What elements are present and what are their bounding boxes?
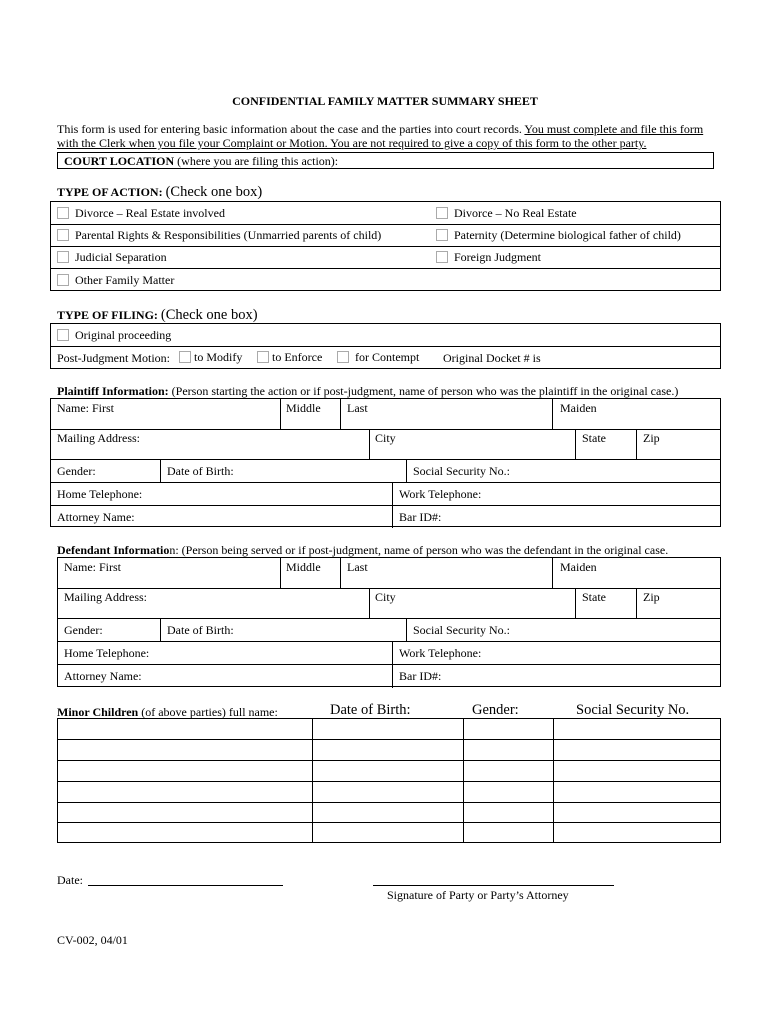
defendant-last-field[interactable]: Last: [347, 560, 368, 574]
plaintiff-dob-field[interactable]: Date of Birth:: [167, 464, 234, 478]
minor-children-dob-header: Date of Birth:: [330, 702, 411, 718]
type-of-action-table: [50, 201, 721, 291]
checkbox[interactable]: [337, 351, 349, 363]
court-location-field[interactable]: [57, 152, 714, 169]
action-option[interactable]: Parental Rights & Responsibilities (Unmarried parents of child): [57, 228, 381, 243]
checkbox[interactable]: [179, 351, 191, 363]
action-option[interactable]: Paternity (Determine biological father of child): [436, 228, 681, 243]
post-judgment-label: Post-Judgment Motion:: [57, 351, 171, 365]
date-label: Date:: [57, 873, 83, 887]
plaintiff-zip-field[interactable]: Zip: [643, 431, 660, 445]
form-id: CV-002, 04/01: [57, 933, 128, 947]
action-option[interactable]: Divorce – No Real Estate: [436, 206, 577, 221]
to-modify-option[interactable]: to Modify: [179, 350, 242, 365]
checkbox[interactable]: [436, 207, 448, 219]
plaintiff-city-field[interactable]: City: [375, 431, 396, 445]
defendant-ssn-field[interactable]: Social Security No.:: [413, 623, 510, 637]
checkbox[interactable]: [57, 251, 69, 263]
defendant-gender-field[interactable]: Gender:: [64, 623, 103, 637]
defendant-middle-field[interactable]: Middle: [286, 560, 321, 574]
plaintiff-ssn-field[interactable]: Social Security No.:: [413, 464, 510, 478]
defendant-home-tel-field[interactable]: Home Telephone:: [64, 646, 150, 660]
plaintiff-maiden-field[interactable]: Maiden: [560, 401, 597, 415]
plaintiff-attorney-field[interactable]: Attorney Name:: [57, 510, 135, 524]
defendant-zip-field[interactable]: Zip: [643, 590, 660, 604]
defendant-city-field[interactable]: City: [375, 590, 396, 604]
minor-children-ssn-header: Social Security No.: [576, 702, 690, 718]
date-field[interactable]: [88, 871, 283, 886]
checkbox[interactable]: [257, 351, 269, 363]
checkbox[interactable]: [57, 207, 69, 219]
to-enforce-option[interactable]: to Enforce: [257, 350, 322, 365]
checkbox[interactable]: [57, 229, 69, 241]
plaintiff-first-name-field[interactable]: Name: First: [57, 401, 114, 415]
defendant-first-name-field[interactable]: Name: First: [64, 560, 121, 574]
court-location-note: (where you are filing this action):: [177, 154, 339, 168]
signature-label: Signature of Party or Party’s Attorney: [387, 888, 569, 902]
defendant-work-tel-field[interactable]: Work Telephone:: [399, 646, 482, 660]
plaintiff-home-tel-field[interactable]: Home Telephone:: [57, 487, 143, 501]
defendant-heading: Defendant Information: (Person being served or if post-judgment, name of person who was the defendant in the original case.: [57, 543, 669, 557]
intro-plain: This form is used for entering basic information about the case and the parties into court records.: [57, 122, 522, 136]
minor-children-gender-header: Gender:: [472, 702, 519, 718]
court-location-label: COURT LOCATION: [64, 154, 175, 168]
form-title: CONFIDENTIAL FAMILY MATTER SUMMARY SHEET: [232, 94, 538, 108]
defendant-maiden-field[interactable]: Maiden: [560, 560, 597, 574]
plaintiff-heading: Plaintiff Information: (Person starting the action or if post-judgment, name of person who was the plaintiff in the original case.): [57, 384, 679, 398]
intro-text: [57, 122, 717, 150]
defendant-table: [57, 557, 721, 687]
defendant-bar-id-field[interactable]: Bar ID#:: [399, 669, 442, 683]
plaintiff-bar-id-field[interactable]: Bar ID#:: [399, 510, 442, 524]
plaintiff-table: [50, 398, 721, 527]
defendant-dob-field[interactable]: Date of Birth:: [167, 623, 234, 637]
minor-children-table: [57, 718, 721, 843]
minor-children-heading: Minor Children (of above parties) full name:: [57, 705, 278, 719]
plaintiff-gender-field[interactable]: Gender:: [57, 464, 96, 478]
plaintiff-state-field[interactable]: State: [582, 431, 606, 445]
type-of-filing-heading: TYPE OF FILING: (Check one box): [57, 307, 258, 323]
signature-field[interactable]: [373, 871, 614, 886]
action-option[interactable]: Foreign Judgment: [436, 250, 541, 265]
defendant-attorney-field[interactable]: Attorney Name:: [64, 669, 142, 683]
checkbox[interactable]: [436, 229, 448, 241]
plaintiff-last-field[interactable]: Last: [347, 401, 368, 415]
action-option[interactable]: Divorce – Real Estate involved: [57, 206, 225, 221]
plaintiff-work-tel-field[interactable]: Work Telephone:: [399, 487, 482, 501]
intro-underlined: You must complete and file this form with the Clerk when you file your Complaint or Motion. You are not required to give a copy of this form to the other party.: [57, 122, 704, 150]
for-contempt-option[interactable]: for Contempt: [337, 350, 419, 365]
defendant-state-field[interactable]: State: [582, 590, 606, 604]
original-docket-field[interactable]: Original Docket # is: [443, 351, 541, 365]
defendant-mailing-field[interactable]: Mailing Address:: [64, 590, 147, 604]
checkbox[interactable]: [436, 251, 448, 263]
checkbox[interactable]: [57, 274, 69, 286]
plaintiff-mailing-field[interactable]: Mailing Address:: [57, 431, 140, 445]
type-of-action-heading: TYPE OF ACTION: (Check one box): [57, 184, 263, 200]
original-proceeding-option[interactable]: Original proceeding: [57, 328, 171, 343]
type-of-filing-table: [50, 323, 721, 369]
checkbox[interactable]: [57, 329, 69, 341]
plaintiff-middle-field[interactable]: Middle: [286, 401, 321, 415]
action-option[interactable]: Judicial Separation: [57, 250, 167, 265]
action-option[interactable]: Other Family Matter: [57, 273, 174, 288]
